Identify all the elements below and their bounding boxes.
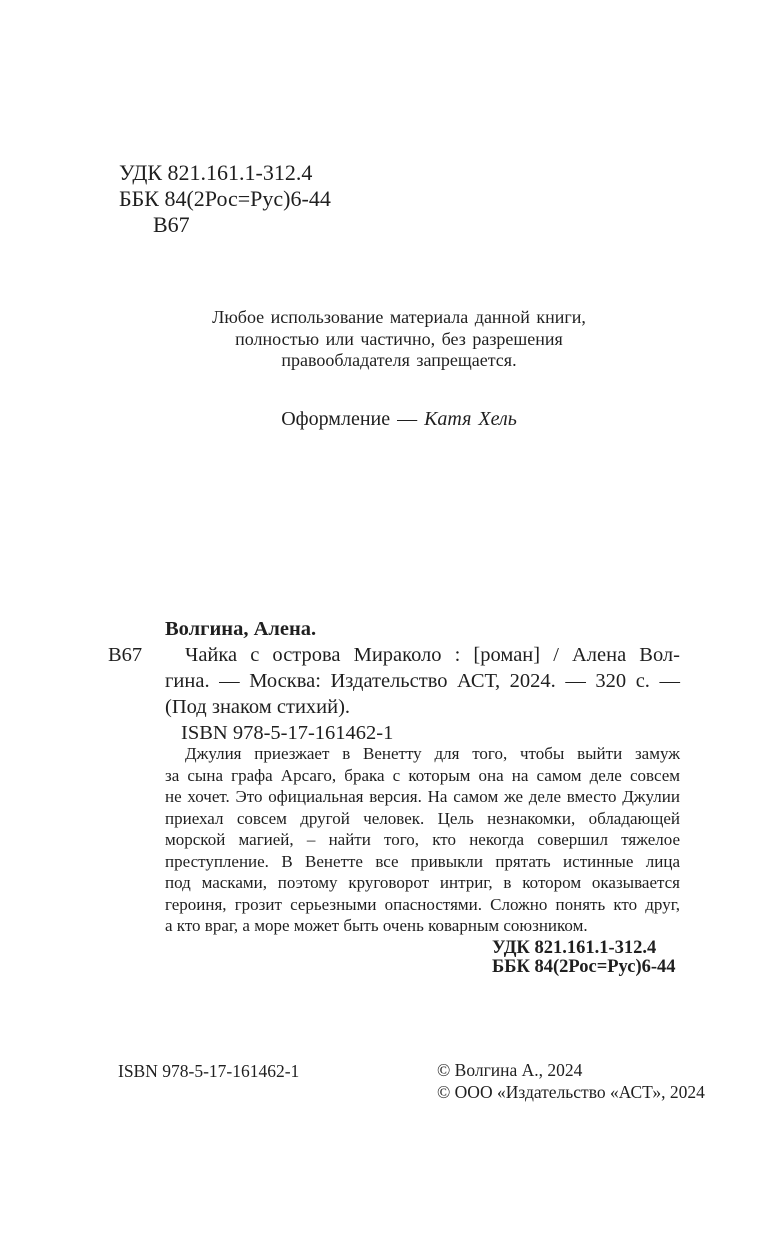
bib-record-line: (Под знаком стихий).	[165, 696, 351, 718]
bbk-bottom-line: ББК 84(2Рос=Рус)6-44	[492, 957, 676, 977]
rights-notice-line: полностью или частично, без разрешения	[235, 328, 563, 349]
isbn-record-line: ISBN 978-5-17-161462-1	[181, 722, 394, 744]
design-credit	[118, 407, 680, 431]
annotation-line: Джулия приезжает в Венетту для того, чтобы выйти замуж	[185, 744, 680, 763]
rights-notice-line: Любое использование материала данной книги,	[212, 307, 586, 327]
rights-notice	[118, 307, 680, 372]
classification-top-block	[119, 160, 331, 238]
bibliographic-record	[108, 616, 680, 746]
annotation-line: героиня, грозит серьезными опасностями. Сложно понять кто друг,	[165, 894, 680, 914]
annotation	[165, 743, 680, 937]
bib-record-line: гина. — Москва: Издательство АСТ, 2024. — 320 с. —	[165, 670, 680, 692]
bbk-line: ББК 84(2Рос=Рус)6-44	[119, 186, 331, 211]
annotation-line: а кто враг, а море может быть очень коварным союзником.	[165, 916, 588, 935]
footer-isbn: ISBN 978-5-17-161462-1	[118, 1061, 300, 1081]
udk-line: УДК 821.161.1-312.4	[119, 160, 313, 185]
author-heading: Волгина, Алена.	[165, 618, 317, 640]
annotation-line: морской магией, – найти того, кто некогда совершил тяжелое	[165, 830, 680, 849]
copyright-publisher-line: © ООО «Издательство «АСТ», 2024	[437, 1081, 705, 1102]
annotation-line: под масками, поэтому круговорот интриг, в котором оказывается	[165, 873, 680, 892]
udk-bottom-line: УДК 821.161.1-312.4	[492, 938, 657, 958]
copyright-block	[437, 1060, 705, 1103]
rights-notice-line: правообладателя запрещается.	[281, 350, 517, 370]
classification-bottom-block	[492, 939, 676, 977]
copyright-author-line: © Волгина А., 2024	[437, 1060, 583, 1080]
bib-record-line: Чайка с острова Мираколо : [роман] / Алена Вол-	[185, 644, 680, 666]
annotation-line: приехал совсем другой человек. Цель незнакомки, обладающей	[165, 808, 680, 828]
author-code-hanging: В67	[108, 644, 143, 666]
designer-name: Катя Хель	[424, 408, 517, 430]
author-code-line: В67	[153, 212, 190, 237]
annotation-line: преступление. В Венетте все привыкли прятать истинные лица	[165, 851, 680, 871]
annotation-line: не хочет. Это официальная версия. На самом же деле вместо Джулии	[165, 787, 680, 806]
design-credit-label: Оформление —	[281, 408, 425, 430]
annotation-line: за сына графа Арсаго, брака с которым она на самом деле совсем	[165, 765, 680, 785]
